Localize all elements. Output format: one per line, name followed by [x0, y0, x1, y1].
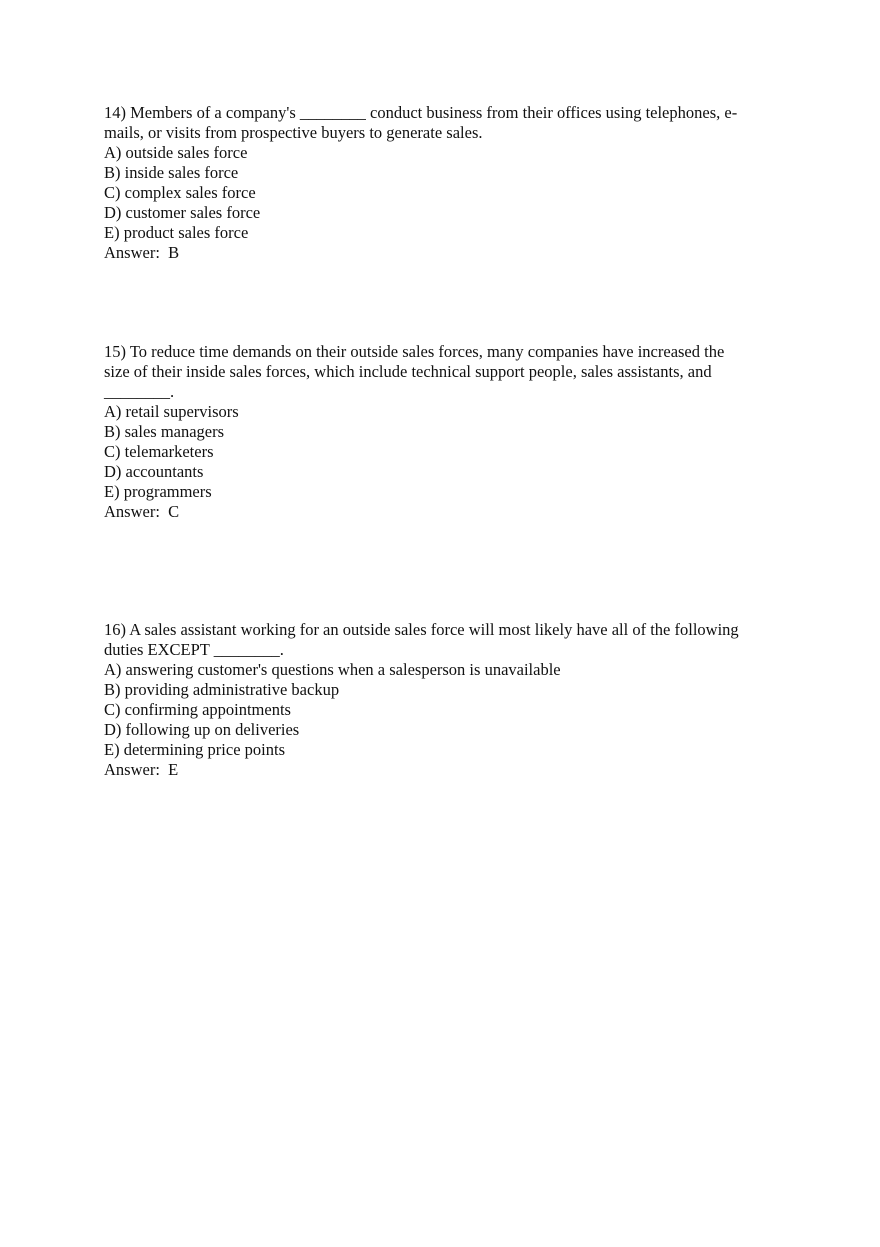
option-b: B) sales managers: [104, 422, 225, 441]
option-a: A) retail supervisors: [104, 402, 239, 421]
option-c: C) telemarketers: [104, 442, 214, 461]
option-d: D) customer sales force: [104, 203, 261, 222]
option-d: D) following up on deliveries: [104, 720, 300, 739]
answer-line: Answer: E: [104, 760, 179, 779]
option-e: E) determining price points: [104, 740, 285, 759]
question-16: [104, 620, 784, 780]
question-stem: 16) A sales assistant working for an outside sales force will most likely have all of the following duties EXCEPT ________.: [104, 620, 739, 659]
option-b: B) providing administrative backup: [104, 680, 340, 699]
option-a: A) outside sales force: [104, 143, 248, 162]
option-c: C) confirming appointments: [104, 700, 291, 719]
question-stem: 15) To reduce time demands on their outside sales forces, many companies have increased the size of their inside sales forces, which include technical support people, sales assistants, and ________.: [104, 342, 725, 401]
question-15: [104, 342, 784, 522]
question-14: [104, 103, 784, 263]
option-c: C) complex sales force: [104, 183, 256, 202]
answer-line: Answer: C: [104, 502, 180, 521]
option-e: E) product sales force: [104, 223, 249, 242]
option-d: D) accountants: [104, 462, 204, 481]
option-a: A) answering customer's questions when a salesperson is unavailable: [104, 660, 561, 679]
answer-line: Answer: B: [104, 243, 180, 262]
option-b: B) inside sales force: [104, 163, 239, 182]
question-stem: 14) Members of a company's ________ conduct business from their offices using telephones, e- mails, or visits from prospective buyers to generate sales.: [104, 103, 738, 142]
option-e: E) programmers: [104, 482, 212, 501]
